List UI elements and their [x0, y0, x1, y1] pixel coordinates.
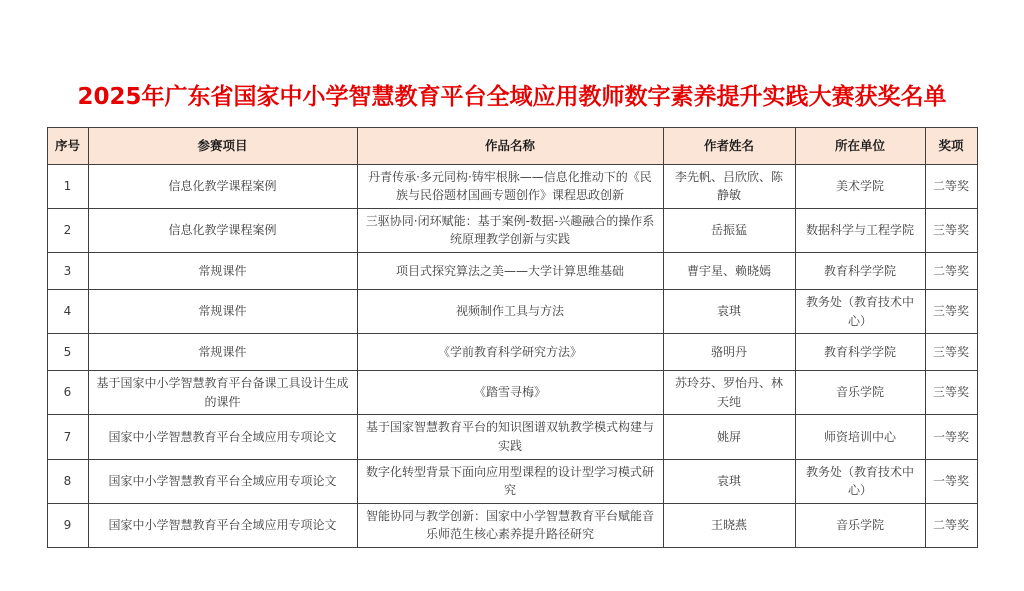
table-row [47, 459, 977, 503]
table-row [47, 289, 977, 333]
table-header-cell-project: 参赛项目 [88, 127, 357, 164]
table-row [47, 252, 977, 289]
table-cell-work: 项目式探究算法之美——大学计算思维基础 [357, 252, 663, 289]
table-cell-authors: 袁琪 [663, 289, 795, 333]
table-cell-authors: 骆明丹 [663, 334, 795, 371]
table-cell-unit: 音乐学院 [795, 371, 925, 415]
table-cell-authors: 苏玲芬、罗怡丹、林天纯 [663, 371, 795, 415]
table-row [47, 334, 977, 371]
table-cell-index: 3 [47, 252, 88, 289]
awards-table [47, 127, 978, 548]
table-cell-index: 9 [47, 503, 88, 547]
table-cell-project: 常规课件 [88, 334, 357, 371]
table-row [47, 503, 977, 547]
table-cell-award: 二等奖 [925, 164, 977, 208]
table-cell-authors: 李先帆、吕欣欣、陈静敏 [663, 164, 795, 208]
awards-table-header [47, 127, 977, 164]
table-cell-authors: 岳振猛 [663, 208, 795, 252]
table-header-cell-index: 序号 [47, 127, 88, 164]
table-cell-index: 2 [47, 208, 88, 252]
table-cell-work: 《学前教育科学研究方法》 [357, 334, 663, 371]
table-header-cell-unit: 所在单位 [795, 127, 925, 164]
table-cell-award: 一等奖 [925, 459, 977, 503]
table-header-cell-work: 作品名称 [357, 127, 663, 164]
table-cell-unit: 美术学院 [795, 164, 925, 208]
table-cell-unit: 教务处（教育技术中心） [795, 459, 925, 503]
table-cell-project: 常规课件 [88, 252, 357, 289]
table-cell-project: 国家中小学智慧教育平台全域应用专项论文 [88, 459, 357, 503]
table-cell-unit: 教育科学学院 [795, 252, 925, 289]
table-cell-award: 一等奖 [925, 415, 977, 459]
table-cell-project: 信息化教学课程案例 [88, 208, 357, 252]
table-cell-award: 二等奖 [925, 252, 977, 289]
table-header-cell-award: 奖项 [925, 127, 977, 164]
table-cell-work: 数字化转型背景下面向应用型课程的设计型学习模式研究 [357, 459, 663, 503]
table-header-row [47, 127, 977, 164]
table-cell-project: 基于国家中小学智慧教育平台备课工具设计生成的课件 [88, 371, 357, 415]
table-cell-authors: 曹宇星、赖晓嫣 [663, 252, 795, 289]
table-cell-project: 信息化教学课程案例 [88, 164, 357, 208]
table-cell-project: 国家中小学智慧教育平台全域应用专项论文 [88, 415, 357, 459]
table-cell-unit: 教务处（教育技术中心） [795, 289, 925, 333]
table-cell-index: 1 [47, 164, 88, 208]
table-cell-unit: 数据科学与工程学院 [795, 208, 925, 252]
table-row [47, 164, 977, 208]
table-cell-work: 视频制作工具与方法 [357, 289, 663, 333]
table-cell-unit: 音乐学院 [795, 503, 925, 547]
table-row [47, 208, 977, 252]
table-cell-award: 三等奖 [925, 334, 977, 371]
table-cell-index: 5 [47, 334, 88, 371]
table-cell-award: 三等奖 [925, 289, 977, 333]
table-cell-project: 常规课件 [88, 289, 357, 333]
table-cell-work: 丹青传承·多元同构·铸牢根脉——信息化推动下的《民族与民俗题材国画专题创作》课程思政创新 [357, 164, 663, 208]
table-cell-authors: 袁琪 [663, 459, 795, 503]
page-title: 2025年广东省国家中小学智慧教育平台全域应用教师数字素养提升实践大赛获奖名单 [77, 84, 947, 110]
table-cell-work: 智能协同与教学创新：国家中小学智慧教育平台赋能音乐师范生核心素养提升路径研究 [357, 503, 663, 547]
table-cell-award: 三等奖 [925, 208, 977, 252]
table-cell-award: 二等奖 [925, 503, 977, 547]
table-cell-index: 6 [47, 371, 88, 415]
awards-table-body [47, 164, 977, 547]
table-row [47, 371, 977, 415]
table-cell-authors: 王晓燕 [663, 503, 795, 547]
table-row [47, 415, 977, 459]
table-cell-work: 基于国家智慧教育平台的知识图谱双轨教学模式构建与实践 [357, 415, 663, 459]
table-cell-work: 《踏雪寻梅》 [357, 371, 663, 415]
table-cell-index: 4 [47, 289, 88, 333]
table-header-cell-authors: 作者姓名 [663, 127, 795, 164]
table-cell-project: 国家中小学智慧教育平台全域应用专项论文 [88, 503, 357, 547]
table-cell-index: 7 [47, 415, 88, 459]
table-cell-unit: 教育科学学院 [795, 334, 925, 371]
table-cell-index: 8 [47, 459, 88, 503]
table-cell-unit: 师资培训中心 [795, 415, 925, 459]
table-cell-work: 三驱协同·闭环赋能：基于案例-数据-兴趣融合的操作系统原理教学创新与实践 [357, 208, 663, 252]
table-cell-authors: 姚屏 [663, 415, 795, 459]
table-cell-award: 三等奖 [925, 371, 977, 415]
